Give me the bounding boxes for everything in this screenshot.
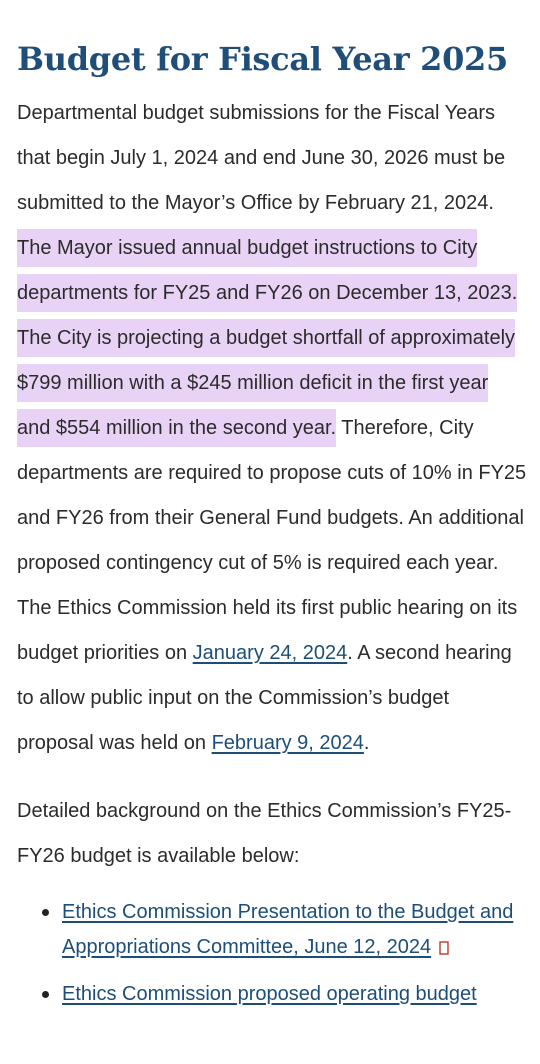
budget-section bbox=[17, 36, 527, 1022]
list-item bbox=[17, 977, 527, 1012]
documents-list bbox=[17, 895, 527, 1012]
intro-text-after: Therefore, City departments are required to propose cuts of 10% in FY25 and FY26 from their General Fund budgets. An additional proposed contingency cut of 5% is required each year. The Ethics Commission held its first public hearing on its budget priorities on bbox=[17, 417, 527, 664]
external-document-icon bbox=[439, 932, 449, 967]
bullet-icon bbox=[42, 909, 49, 916]
first-hearing-link[interactable]: January 24, 2024 bbox=[192, 642, 348, 664]
list-item bbox=[17, 895, 527, 967]
page-title: Budget for Fiscal Year 2025 bbox=[17, 40, 508, 78]
intro-paragraph bbox=[17, 91, 527, 766]
intro-text-before: Departmental budget submissions for the Fiscal Years that begin July 1, 2024 and end June 30, 2026 must be submitted to the Mayor’s Office by February 21, 2024. bbox=[17, 102, 506, 214]
bullet-icon bbox=[42, 991, 49, 998]
intro-text-end: . bbox=[363, 732, 370, 754]
highlighted-text: The Mayor issued annual budget instructions to City departments for FY25 and FY26 on December 13, 2023. The City is projecting a budget shortfall of approximately $799 million with a $245 million deficit in the first year and $554 million in the second year. bbox=[17, 229, 517, 447]
second-hearing-link[interactable]: February 9, 2024 bbox=[211, 732, 364, 754]
presentation-link[interactable]: Ethics Commission Presentation to the Budget and Appropriations Committee, June 12, 2024 bbox=[62, 901, 514, 958]
intro-text-middle: . A second hearing to allow public input on the Commission’s budget proposal was held on bbox=[17, 642, 512, 754]
background-paragraph: Detailed background on the Ethics Commission’s FY25-FY26 budget is available below: bbox=[17, 800, 512, 867]
operating-budget-link[interactable]: Ethics Commission proposed operating budget bbox=[62, 983, 477, 1005]
